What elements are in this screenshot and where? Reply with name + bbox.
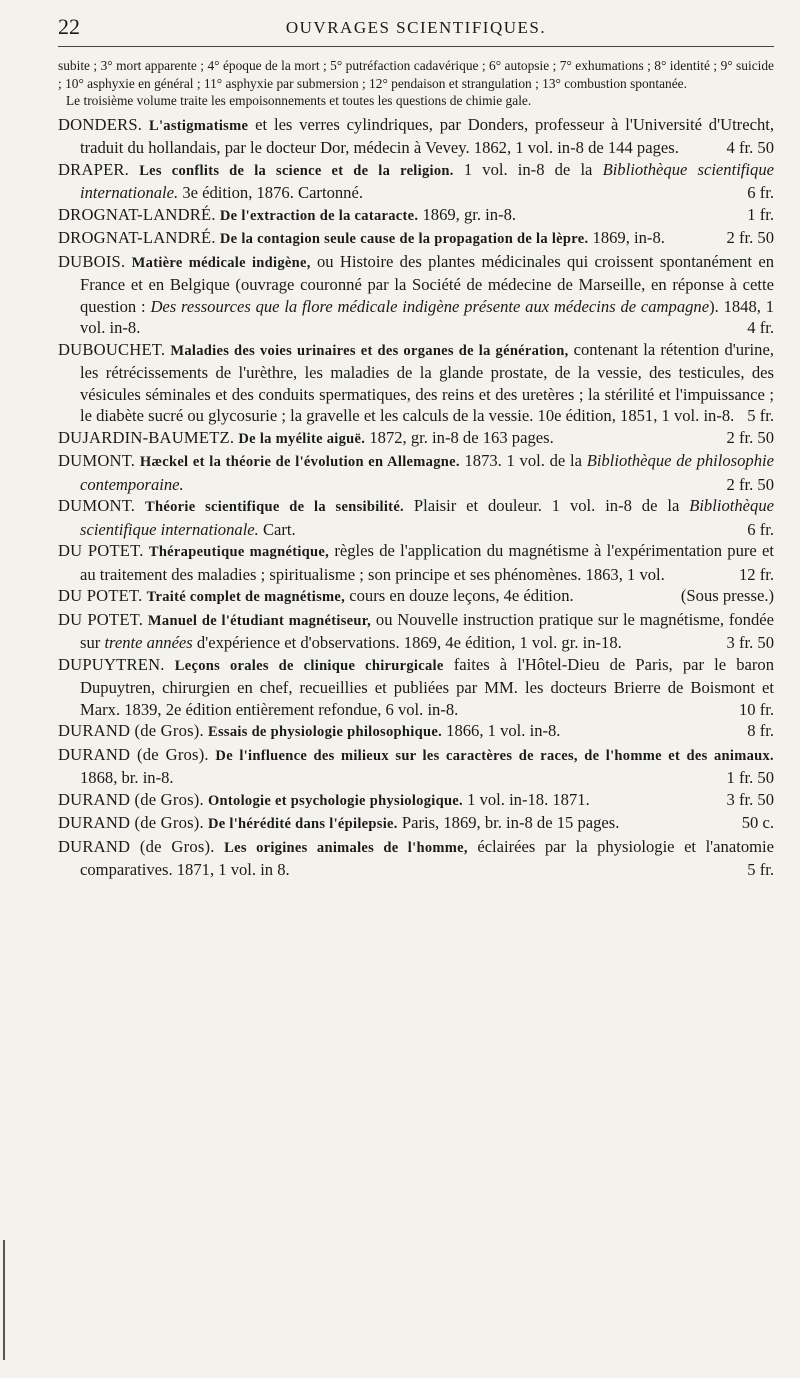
page-number: 22 [58,14,80,39]
intro-paragraph [58,57,774,110]
entry-author: DUBOUCHET. [58,339,166,359]
entry-author: DU POTET. [58,586,143,605]
entry-author: DUMONT. [58,451,136,470]
entry-title: Les conflits de la science et de la religion. [139,162,454,179]
entry-description: ou Histoire des plantes médicinales qui croissent spontanément en France et en Belgique (ouvrage couronné par la Société de médecine de Marseille, en réponse à cette question : [80,251,774,316]
entry-author: DURAND (de Gros). [58,836,215,856]
entry-title: Leçons orales de clinique chirurgicale [174,657,444,674]
entry-title: Matière médicale indigène, [131,254,311,271]
entry-author: DUMONT. [58,496,136,515]
entry-details: éclairées par la physiologie et l'anatomie comparatives. 1871, 1 vol. in 8. [80,836,774,879]
entry-price: 10 fr. [738,699,774,719]
catalogue-entries [58,114,774,881]
entry-title: De l'extraction de la cataracte. [219,207,419,224]
entry-italic-title: Des ressources que la flore médicale indigène présente aux médecins de campagne [150,296,710,316]
catalogue-entry [58,585,774,609]
entry-price: 2 fr. 50 [726,474,774,494]
catalogue-entry [58,204,774,228]
entry-price: 3 fr. 50 [726,633,774,652]
entry-details: Paris, 1869, br. in-8 de 15 pages. [397,813,620,832]
entry-details: 1869, in-8. [588,228,665,247]
margin-line [3,1240,5,1360]
entry-details: Cart. [258,519,296,539]
catalogue-entry [58,836,774,881]
catalogue-entry [58,450,774,495]
entry-author: DUPUYTREN. [58,654,165,674]
entry-title: De la myélite aiguë. [238,430,366,447]
intro-list: subite ; 3° mort apparente ; 4° époque de la mort ; 5° putréfaction cadavérique ; 6° autopsie ; 7° exhumations ; 8° identité ; 9° suicide ; 10° asphyxie en général ; 11° asphyxie par submersion ; 12° pendaison et strangulation ; 13° combustion spontanée. [58,58,774,91]
entry-price: 6 fr. [747,519,774,539]
catalogue-entry [58,427,774,451]
running-title: OUVRAGES SCIENTIFIQUES. [285,18,547,37]
entry-author: DUBOIS. [58,251,126,271]
catalogue-page [58,10,774,881]
entry-price: 12 fr. [738,564,774,584]
entry-details: 1869, gr. in-8. [418,204,517,224]
entry-details: et les verres cylindriques, par Donders, professeur à l'Université d'Utrecht, traduit du hollandais, par le docteur Dor, médecin à Vevey. 1862, 1 vol. in-8 de 144 pages. [80,114,774,157]
entry-details: 1872, gr. in-8 de 163 pages. [365,427,554,447]
entry-description: Plaisir et douleur. 1 vol. in-8 de la [403,496,690,515]
entry-details: faites à l'Hôtel-Dieu de Paris, par le baron Dupuytren, chirurgien en chef, recueillies et publiées par MM. les docteurs Brierre de Boismont et Marx. 1839, 2e édition entièrement refondue, 6 vol. in-8. [80,654,774,719]
entry-author: DROGNAT-LANDRÉ. [58,228,216,247]
catalogue-entry [58,609,774,654]
catalogue-entry [58,812,774,836]
entry-price: 1 fr. 50 [726,768,774,787]
catalogue-entry [58,540,774,585]
entry-price: 6 fr. [747,183,774,202]
entry-title: Manuel de l'étudiant magnétiseur, [147,612,372,629]
entry-title: Traité complet de magnétisme, [146,589,346,605]
entry-author: DU POTET. [58,541,144,560]
entry-details: cours en douze leçons, 4e édition. [345,586,574,605]
entry-title: Thérapeutique magnétique, [148,544,330,560]
entry-price: 8 fr. [747,721,774,740]
catalogue-entry [58,720,774,744]
entry-title: Hæckel et la théorie de l'évolution en Allemagne. [139,454,460,470]
entry-title: De l'influence des milieux sur les caractères de races, de l'homme et des animaux. [215,747,774,764]
entry-author: DURAND (de Gros). [58,789,204,809]
catalogue-entry [58,227,774,251]
catalogue-entry [58,654,774,721]
entry-details: règles de l'application du magnétisme à l'expérimentation pure et au traitement des maladies ; spiritualisme ; son principe et ses phénomènes. 1863, 1 vol. [80,541,775,584]
entry-description: 1873. 1 vol. de la [459,451,587,470]
catalogue-entry [58,159,774,204]
entry-details: 1866, 1 vol. in-8. [442,721,561,740]
entry-price: 50 c. [741,813,774,832]
entry-price: 5 fr. [747,860,774,879]
entry-price: 3 fr. 50 [726,789,774,809]
entry-author: DURAND (de Gros). [58,744,209,764]
intro-note: Le troisième volume traite les empoisonnements et toutes les questions de chimie gale. [66,93,532,108]
catalogue-entry [58,789,774,813]
entry-details: ). 1848, 1 vol. in-8. [80,296,775,337]
entry-details: 1868, br. in-8. [80,768,174,787]
entry-price: 1 fr. [747,204,774,224]
entry-details: 1 vol. in-18. 1871. [462,789,590,809]
entry-author: DONDERS. [58,114,143,134]
entry-author: DRAPER. [58,159,130,179]
catalogue-entry [58,114,774,159]
entry-title: L'astigmatisme [149,117,249,134]
entry-author: DU POTET. [58,609,144,629]
catalogue-entry [58,339,774,427]
entry-details: contenant la rétention d'urine, les rétrécissements de l'urèthre, les maladies de la glande prostate, de la vessie, des testicules, des vésicules séminales et des conduits spermatiques, des reins et des uretères ; la stérilité et l'impuissance ; le diabète sucré ou glycosurie ; la gravelle et les calculs de la vessie. 10e édition, 1851, 1 vol. in-8. [80,339,774,425]
entry-title: Les origines animales de l'homme, [224,839,468,856]
entry-author: DURAND (de Gros). [58,721,204,740]
entry-title: De l'hérédité dans l'épilepsie. [207,816,398,832]
entry-author: DROGNAT-LANDRÉ. [58,204,216,224]
entry-details: 3e édition, 1876. Cartonné. [178,183,363,202]
entry-italic-title: Bibliothèque de philosophie contemporaine. [80,451,775,494]
entry-price: 4 fr. 50 [726,138,774,157]
entry-details: d'expérience et d'observations. 1869, 4e édition, 1 vol. gr. in-18. [192,633,622,652]
entry-author: DURAND (de Gros). [58,813,204,832]
entry-price: 2 fr. 50 [726,228,774,247]
entry-price: 4 fr. [747,318,774,337]
catalogue-entry [58,744,774,789]
entry-italic-title: Bibliothèque scientifique internationale. [80,159,774,202]
entry-title: Maladies des voies urinaires et des organes de la génération, [170,342,569,359]
entry-price: (Sous presse.) [680,586,774,605]
entry-italic-title: Bibliothèque scientifique internationale. [80,496,774,539]
entry-author: DUJARDIN-BAUMETZ. [58,427,235,447]
page-header [58,10,774,47]
entry-italic-title: trente années [104,633,193,652]
entry-description: 1 vol. in-8 de la [453,159,603,179]
entry-title: De la contagion seule cause de la propagation de la lèpre. [219,231,589,247]
catalogue-entry [58,251,774,339]
catalogue-entry [58,495,774,540]
entry-title: Essais de physiologie philosophique. [207,724,442,740]
entry-price: 5 fr. [747,406,774,425]
entry-description: ou Nouvelle instruction pratique sur le magnétisme, fondée sur [80,609,775,652]
entry-title: Ontologie et psychologie physiologique. [207,792,463,809]
entry-price: 2 fr. 50 [726,427,774,447]
entry-title: Théorie scientifique de la sensibilité. [145,499,404,515]
